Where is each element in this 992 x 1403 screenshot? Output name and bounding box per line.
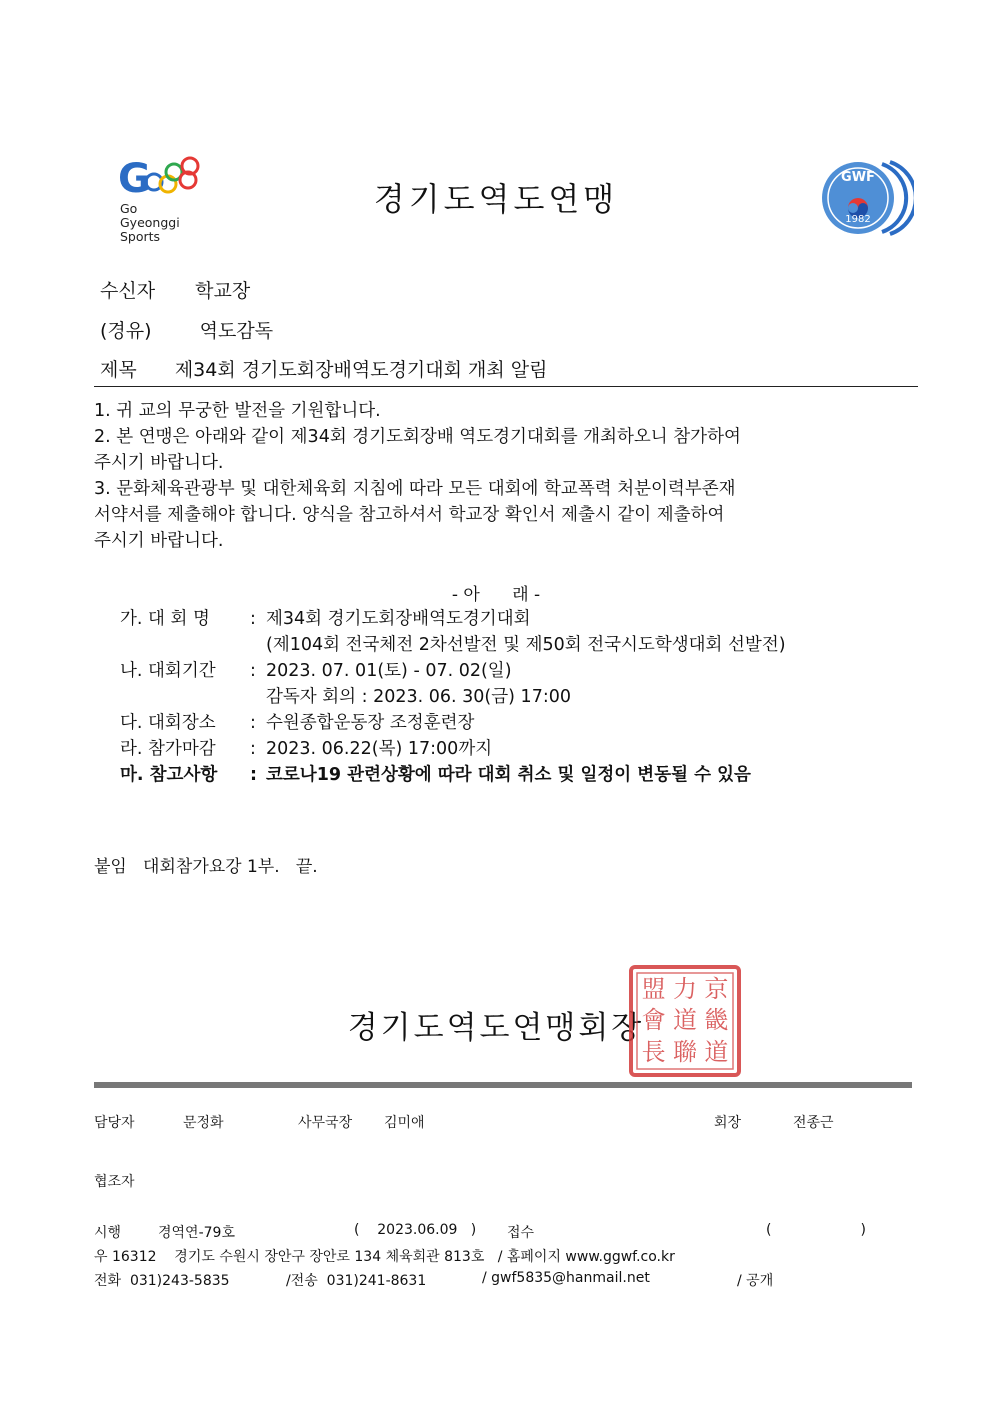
- enforcement-date: ( 2023.06.09 ): [354, 1222, 477, 1238]
- gwf-logo-text: GWF: [841, 170, 875, 185]
- detail-colon: [250, 632, 266, 658]
- phone-number: 전화 031)243-5835: [94, 1273, 230, 1289]
- detail-value: 제34회 경기도회장배역도경기대회: [266, 609, 531, 629]
- recipient-value: 학교장: [195, 280, 251, 302]
- notice-heading: - 아 래 -: [451, 585, 541, 605]
- subject-row: [100, 355, 547, 382]
- seal-char: 畿: [704, 1006, 729, 1035]
- document-number: 경역연-79호: [158, 1225, 235, 1241]
- detail-value: 2023. 06.22(목) 17:00까지: [266, 739, 493, 759]
- detail-colon: :: [250, 765, 257, 785]
- subject-label: 제목: [100, 359, 137, 381]
- detail-colon: :: [250, 739, 256, 759]
- staff-role: 사무국장: [298, 1115, 353, 1131]
- detail-row: [120, 632, 920, 658]
- detail-label: [120, 684, 250, 710]
- organization-title: 경기도역도연맹: [373, 180, 619, 218]
- public-status: / 공개: [737, 1273, 774, 1289]
- detail-label: 라. 참가마감: [120, 739, 216, 759]
- detail-colon: :: [250, 713, 256, 733]
- body-line: 3. 문화체육관광부 및 대한체육회 지침에 따라 모든 대회에 학교폭력 처분이력부존재: [94, 479, 736, 499]
- detail-colon: [250, 684, 266, 710]
- body-line: 1. 귀 교의 무궁한 발전을 기원합니다.: [94, 401, 381, 421]
- detail-row: [120, 736, 920, 762]
- detail-row: [120, 710, 920, 736]
- via-value: 역도감독: [199, 320, 274, 342]
- detail-value: (제104회 전국체전 2차선발전 및 제50회 전국시도학생대회 선발전): [266, 635, 786, 655]
- via-row: [100, 316, 273, 343]
- official-seal-icon: [628, 964, 742, 1078]
- detail-value: 수원종합운동장 조정훈련장: [266, 713, 475, 733]
- detail-row: [120, 606, 920, 632]
- detail-row-note: [120, 762, 920, 788]
- detail-label: 나. 대회기간: [120, 661, 216, 681]
- staff-role: 회장: [714, 1115, 742, 1131]
- staff-name: 문정화: [183, 1115, 224, 1131]
- subject-value: 제34회 경기도회장배역도경기대회 개최 알림: [174, 359, 548, 381]
- email-link[interactable]: / gwf5835@hanmail.net: [482, 1270, 650, 1286]
- svg-text:G: G: [118, 156, 151, 202]
- enforcement-label: 시행: [94, 1225, 122, 1241]
- seal-char: 長: [641, 1037, 666, 1066]
- logo-text-line: Go: [120, 201, 138, 216]
- detail-colon: :: [250, 609, 256, 629]
- staff-role: 담당자: [94, 1115, 135, 1131]
- signature-title: 경기도역도연맹회장: [347, 1010, 645, 1046]
- address-line: 우 16312 경기도 수원시 장안구 장안로 134 체육회관 813호 / 홈페이지 www.ggwf.co.kr: [94, 1249, 675, 1265]
- detail-label: 마. 참고사항: [120, 765, 218, 785]
- staff-name: 전종근: [793, 1115, 834, 1131]
- header-divider: [94, 386, 918, 387]
- detail-colon: :: [250, 661, 256, 681]
- seal-char: 京: [704, 975, 729, 1003]
- gwf-logo: [818, 160, 914, 236]
- body-line: 서약서를 제출해야 합니다. 양식을 참고하셔서 학교장 확인서 제출시 같이 제출하여: [94, 505, 725, 525]
- seal-char: 力: [672, 975, 697, 1003]
- body-line: 주시기 바랍니다.: [94, 453, 224, 473]
- detail-label: 가. 대 회 명: [120, 609, 210, 629]
- detail-value: 감독자 회의 : 2023. 06. 30(금) 17:00: [266, 687, 571, 707]
- recipient-row: [100, 276, 250, 303]
- detail-value: 2023. 07. 01(토) - 07. 02(일): [266, 661, 512, 681]
- fax-number: /전송 031)241-8631: [286, 1273, 427, 1289]
- body-line: 주시기 바랍니다.: [94, 531, 224, 551]
- detail-row: [120, 684, 920, 710]
- footer-divider: [94, 1082, 912, 1088]
- seal-char: 聯: [672, 1037, 697, 1066]
- staff-name: 김미애: [384, 1115, 425, 1131]
- body-line: 2. 본 연맹은 아래와 같이 제34회 경기도회장배 역도경기대회를 개최하오니 참가하여: [94, 427, 741, 447]
- via-label: (경유): [100, 320, 152, 342]
- logo-text-line: Sports: [120, 229, 161, 244]
- gwf-logo-year: 1982: [845, 214, 871, 225]
- logo-text-line: Gyeonggi: [120, 215, 180, 230]
- receipt-field: ( ): [766, 1222, 866, 1238]
- detail-row: [120, 658, 920, 684]
- seal-char: 道: [672, 1006, 697, 1035]
- recipient-label: 수신자: [100, 280, 156, 302]
- attachment-note: 붙임 대회참가요강 1부. 끝.: [94, 857, 318, 877]
- event-details: [120, 606, 920, 788]
- cooperation-label: 협조자: [94, 1174, 135, 1190]
- seal-char: 道: [704, 1037, 729, 1066]
- detail-label: [120, 632, 250, 658]
- detail-label: 다. 대회장소: [120, 713, 216, 733]
- seal-char: 盟: [641, 975, 666, 1003]
- body-text: [94, 398, 918, 554]
- seal-char: 會: [641, 1006, 666, 1035]
- detail-value: 코로나19 관련상황에 따라 대회 취소 및 일정이 변동될 수 있음: [266, 765, 751, 785]
- receipt-label: 접수: [507, 1225, 535, 1241]
